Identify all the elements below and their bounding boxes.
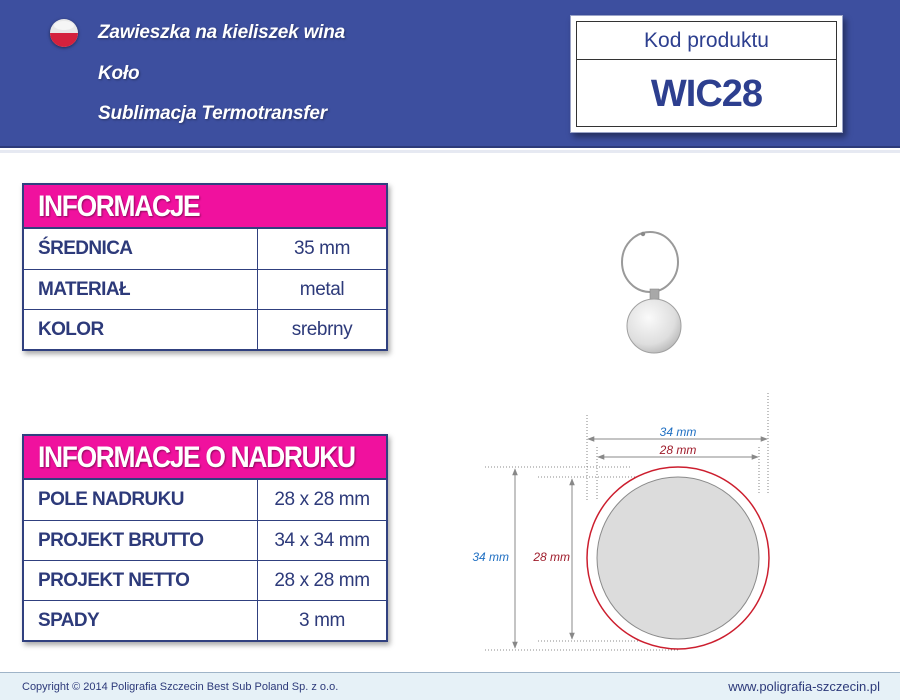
table-row	[24, 560, 386, 600]
info-table-header	[24, 185, 386, 229]
row-label: SPADY	[24, 601, 258, 640]
header-divider	[0, 150, 900, 153]
product-shape: Koło	[98, 63, 140, 84]
row-label: PROJEKT BRUTTO	[24, 521, 258, 560]
table-row	[24, 480, 386, 520]
info-table-title: INFORMACJE	[38, 190, 200, 223]
table-row	[24, 229, 386, 269]
dimension-diagram	[460, 385, 790, 660]
product-code-box	[570, 15, 843, 133]
table-row	[24, 600, 386, 640]
product-code-label: Kod produktu	[577, 22, 836, 60]
row-value: metal	[299, 279, 345, 300]
row-label: PROJEKT NETTO	[24, 561, 258, 600]
print-info-table	[22, 434, 388, 642]
info-table	[22, 183, 388, 351]
website-link[interactable]: www.poligrafia-szczecin.pl	[728, 679, 880, 694]
copyright-text: Copyright © 2014 Poligrafia Szczecin Best Sub Poland Sp. z o.o.	[22, 681, 339, 693]
print-table-title: INFORMACJE O NADRUKU	[38, 441, 355, 474]
product-name: Zawieszka na kieliszek wina	[98, 22, 346, 43]
print-area-circle	[597, 477, 759, 639]
table-row	[24, 520, 386, 560]
row-label: MATERIAŁ	[24, 270, 258, 309]
table-row	[24, 309, 386, 349]
poland-flag-icon	[50, 19, 78, 47]
table-row	[24, 269, 386, 309]
row-value: 34 x 34 mm	[274, 530, 370, 551]
wine-glass-charm-image	[600, 225, 730, 370]
footer	[0, 672, 900, 700]
print-technique: Sublimacja Termotransfer	[98, 103, 327, 124]
row-value: 28 x 28 mm	[274, 489, 370, 510]
header-banner	[0, 0, 900, 148]
outer-width-label: 34 mm	[659, 425, 697, 439]
print-table-header	[24, 436, 386, 480]
row-value: srebrny	[291, 319, 353, 340]
inner-width-label: 28 mm	[659, 443, 697, 457]
inner-height-label: 28 mm	[533, 550, 570, 564]
product-code: WIC28	[650, 73, 763, 115]
row-value: 35 mm	[293, 238, 351, 259]
row-label: ŚREDNICA	[24, 229, 258, 269]
row-label: KOLOR	[24, 310, 258, 349]
row-label: POLE NADRUKU	[24, 480, 258, 520]
row-value: 28 x 28 mm	[274, 570, 370, 591]
outer-height-label: 34 mm	[472, 550, 509, 564]
row-value: 3 mm	[299, 610, 345, 631]
